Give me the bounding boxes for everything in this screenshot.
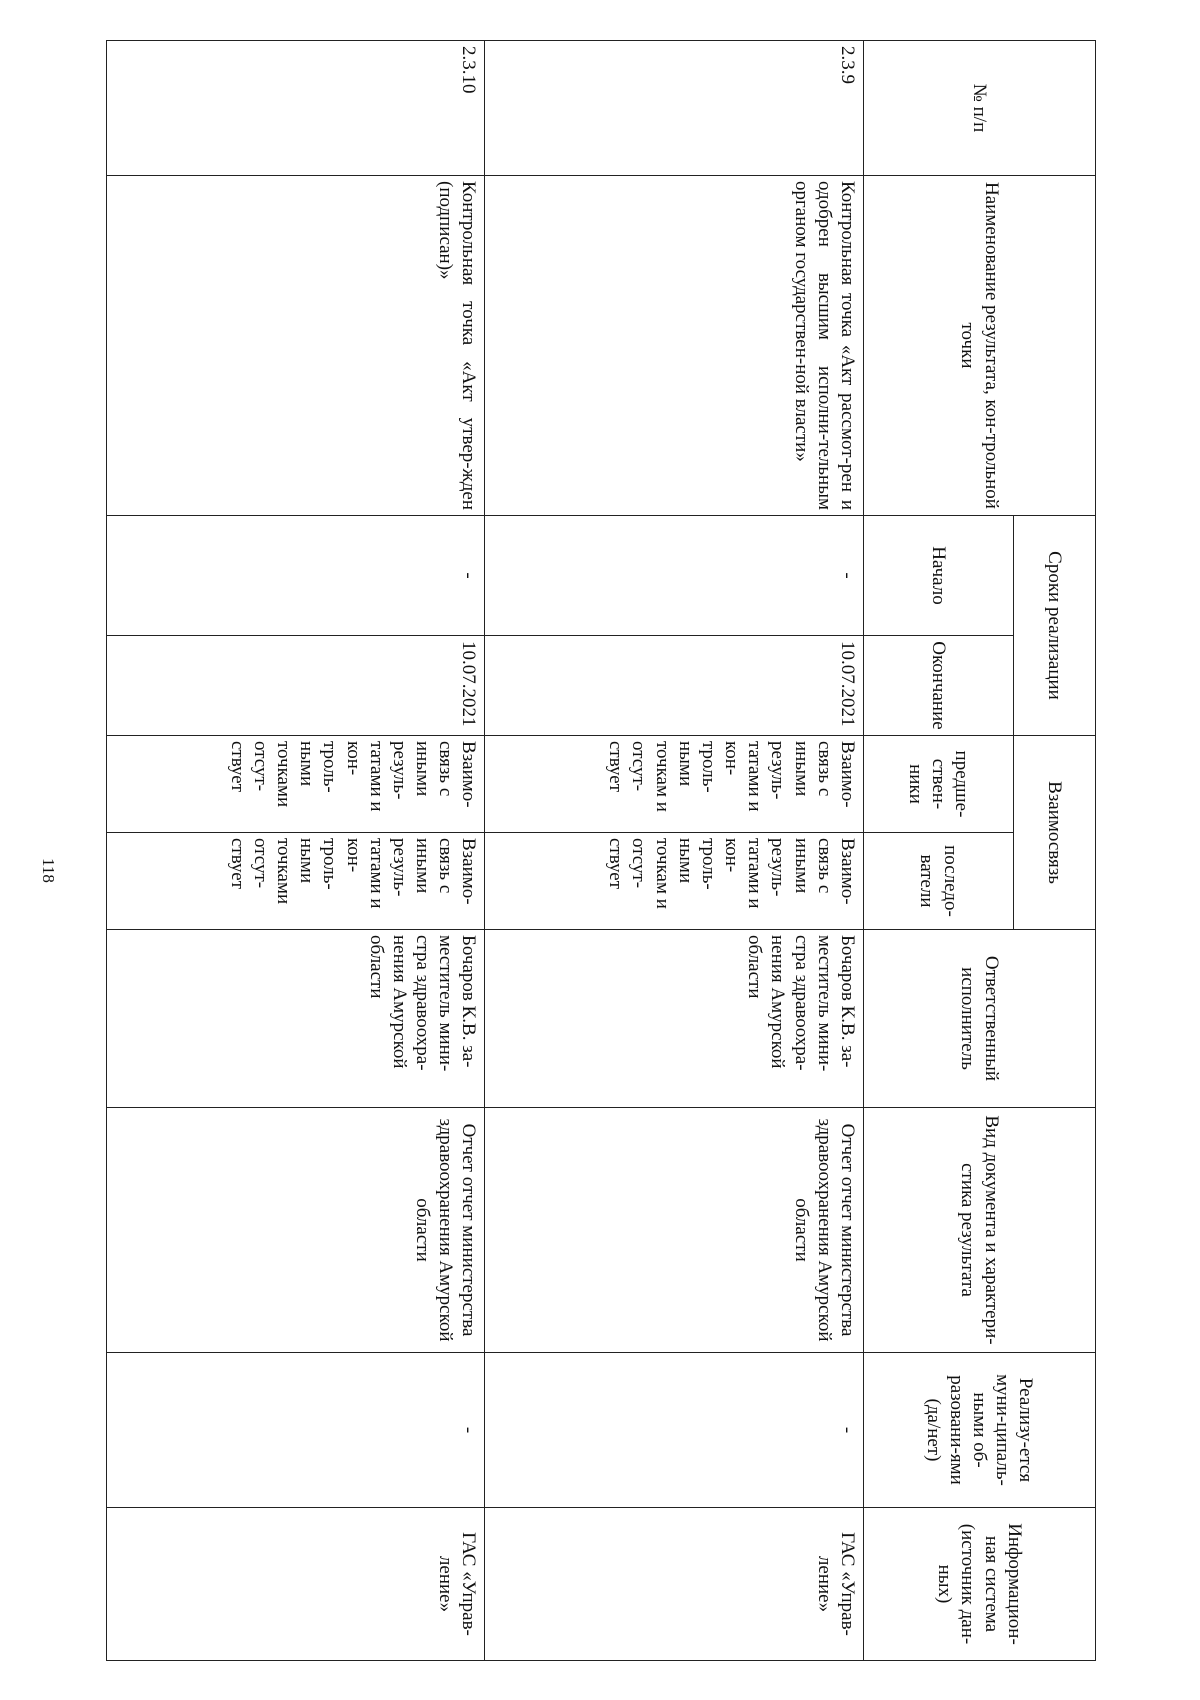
row-num: 2.3.10 bbox=[107, 41, 486, 176]
row-successors: Взаимо-связь с иными резуль-татами и кон-троль-ными точкам и отсут-ствует bbox=[485, 833, 864, 930]
header-predecessors: предше-ствен-ники bbox=[864, 736, 1014, 833]
row-name: Контрольная точка «Акт рассмот-рен и одобрен высшим исполни-тельным органом государствен-ной власти» bbox=[485, 176, 864, 516]
header-document: Вид документа и характери-стика результата bbox=[864, 1108, 1096, 1353]
row-municipal: - bbox=[485, 1353, 864, 1508]
table-row bbox=[485, 41, 864, 1661]
row-executor: Бочаров К.В. за-меститель мини-стра здравоохра-нения Амурской области bbox=[107, 930, 486, 1108]
page-number: 118 bbox=[39, 858, 58, 883]
row-name: Контрольная точка «Акт утвер-жден (подписан)» bbox=[107, 176, 486, 516]
header-start: Начало bbox=[864, 516, 1014, 636]
row-end: 10.07.2021 bbox=[107, 636, 486, 736]
header-terms: Сроки реализации bbox=[1014, 516, 1096, 736]
row-successors: Взаимо-связь с иными резуль-татами и кон-троль-ными точками отсут-ствует bbox=[107, 833, 486, 930]
header-row-top bbox=[1014, 41, 1096, 1661]
header-num: № п/п bbox=[864, 41, 1096, 176]
header-infosys: Информацион-ная система (источник дан-ных) bbox=[864, 1508, 1096, 1661]
control-points-table bbox=[106, 40, 1096, 1661]
header-executor: Ответственный исполнитель bbox=[864, 930, 1096, 1108]
header-end: Окончание bbox=[864, 636, 1014, 736]
row-document: Отчет отчет министерства здравоохранения Амурской области bbox=[485, 1108, 864, 1353]
row-start: - bbox=[485, 516, 864, 636]
row-document: Отчет отчет министерства здравоохранения Амурской области bbox=[107, 1108, 486, 1353]
row-num: 2.3.9 bbox=[485, 41, 864, 176]
header-municipal: Реализу-ется муни-ципаль-ными об-разовани-ями (да/нет) bbox=[864, 1353, 1096, 1508]
header-name: Наименование результата, кон-трольной точки bbox=[864, 176, 1096, 516]
header-relation: Взаимосвязь bbox=[1014, 736, 1096, 930]
row-predecessors: Взаимо-связь с иными резуль-татами и кон-троль-ными точками отсут-ствует bbox=[107, 736, 486, 833]
row-start: - bbox=[107, 516, 486, 636]
row-municipal: - bbox=[107, 1353, 486, 1508]
row-infosys: ГАС «Управ-ление» bbox=[107, 1508, 486, 1661]
row-end: 10.07.2021 bbox=[485, 636, 864, 736]
row-executor: Бочаров К.В. за-меститель мини-стра здравоохра-нения Амурской области bbox=[485, 930, 864, 1108]
table-row bbox=[107, 41, 486, 1661]
header-successors: последо-ватели bbox=[864, 833, 1014, 930]
row-predecessors: Взаимо-связь с иными резуль-татами и кон-троль-ными точкам и отсут-ствует bbox=[485, 736, 864, 833]
rotated-table-wrapper bbox=[106, 40, 1096, 1660]
row-infosys: ГАС «Управ-ление» bbox=[485, 1508, 864, 1661]
